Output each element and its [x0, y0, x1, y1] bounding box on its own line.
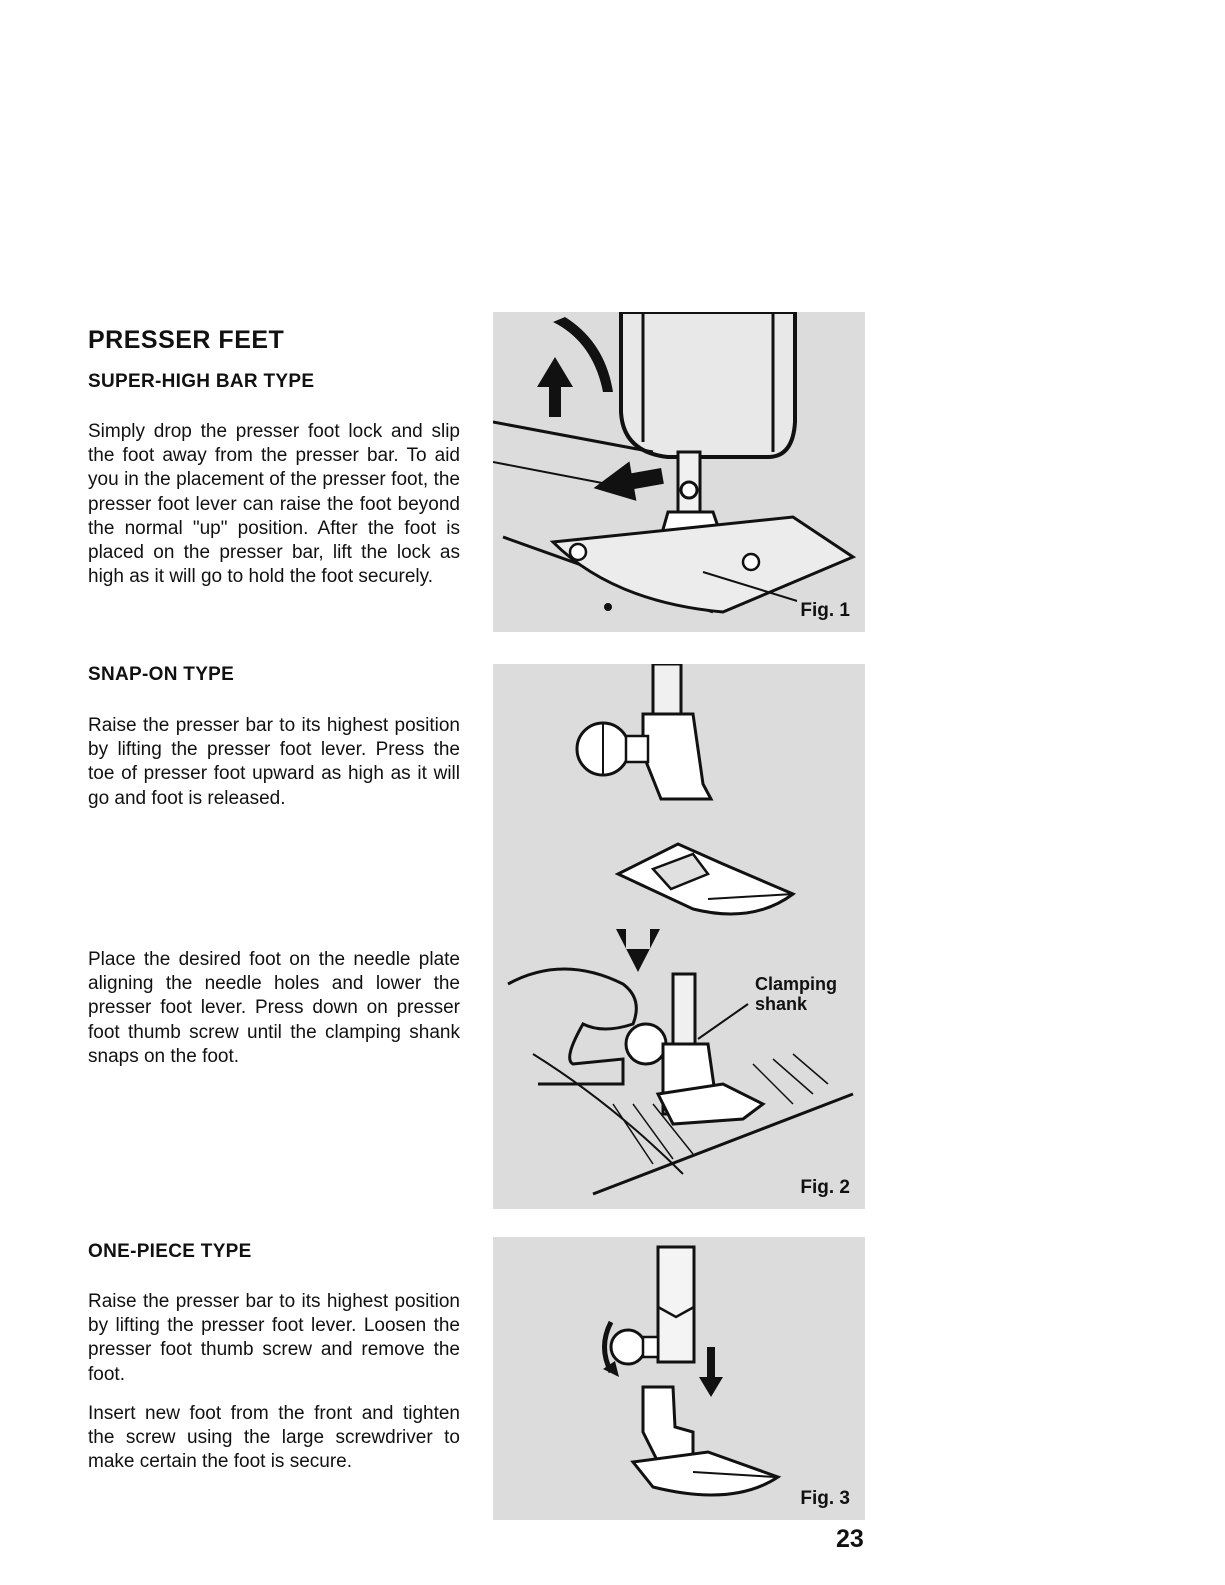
figure-2 [493, 664, 865, 1209]
paragraph-super-high-bar: Simply drop the presser foot lock and slip the foot away from the presser bar. To aid you in the placement of the presser foot, the presser foot lever can raise the foot beyond the normal "up" position. After the foot is placed on the presser bar, lift the lock as high as it will go to hold the foot securely. [88, 421, 460, 588]
page-number: 23 [836, 1525, 864, 1553]
figure-1-label: Fig. 1 [797, 600, 853, 622]
section-title-one-piece: ONE-PIECE TYPE [88, 1241, 252, 1262]
figure-2-label: Fig. 2 [797, 1177, 853, 1199]
section-title-super-high-bar: SUPER-HIGH BAR TYPE [88, 371, 315, 392]
figure-3-illustration [493, 1237, 865, 1520]
paragraph-snap-on-release: Raise the presser bar to its highest position by lifting the presser foot lever. Press the toe of presser foot upward as high as it will go and foot is released. [88, 715, 460, 809]
paragraph-snap-on-attach: Place the desired foot on the needle plate aligning the needle holes and lower the presser foot lever. Press down on presser foot thumb screw until the clamping shank snaps on the foot. [88, 949, 460, 1067]
figure-1 [493, 312, 865, 632]
page-title: PRESSER FEET [88, 326, 285, 354]
section-title-snap-on: SNAP-ON TYPE [88, 664, 235, 685]
clamping-shank-callout: Clamping shank [755, 974, 838, 1014]
figure-2-illustration [493, 664, 865, 1209]
paragraph-one-piece-remove: Raise the presser bar to its highest position by lifting the presser foot lever. Loosen the presser foot thumb screw and remove the foot. [88, 1291, 460, 1385]
figure-1-illustration [493, 312, 865, 632]
figure-3-label: Fig. 3 [797, 1488, 853, 1510]
paragraph-one-piece-insert: Insert new foot from the front and tighten the screw using the large screwdriver to make certain the foot is secure. [88, 1403, 460, 1473]
figure-3 [493, 1237, 865, 1520]
